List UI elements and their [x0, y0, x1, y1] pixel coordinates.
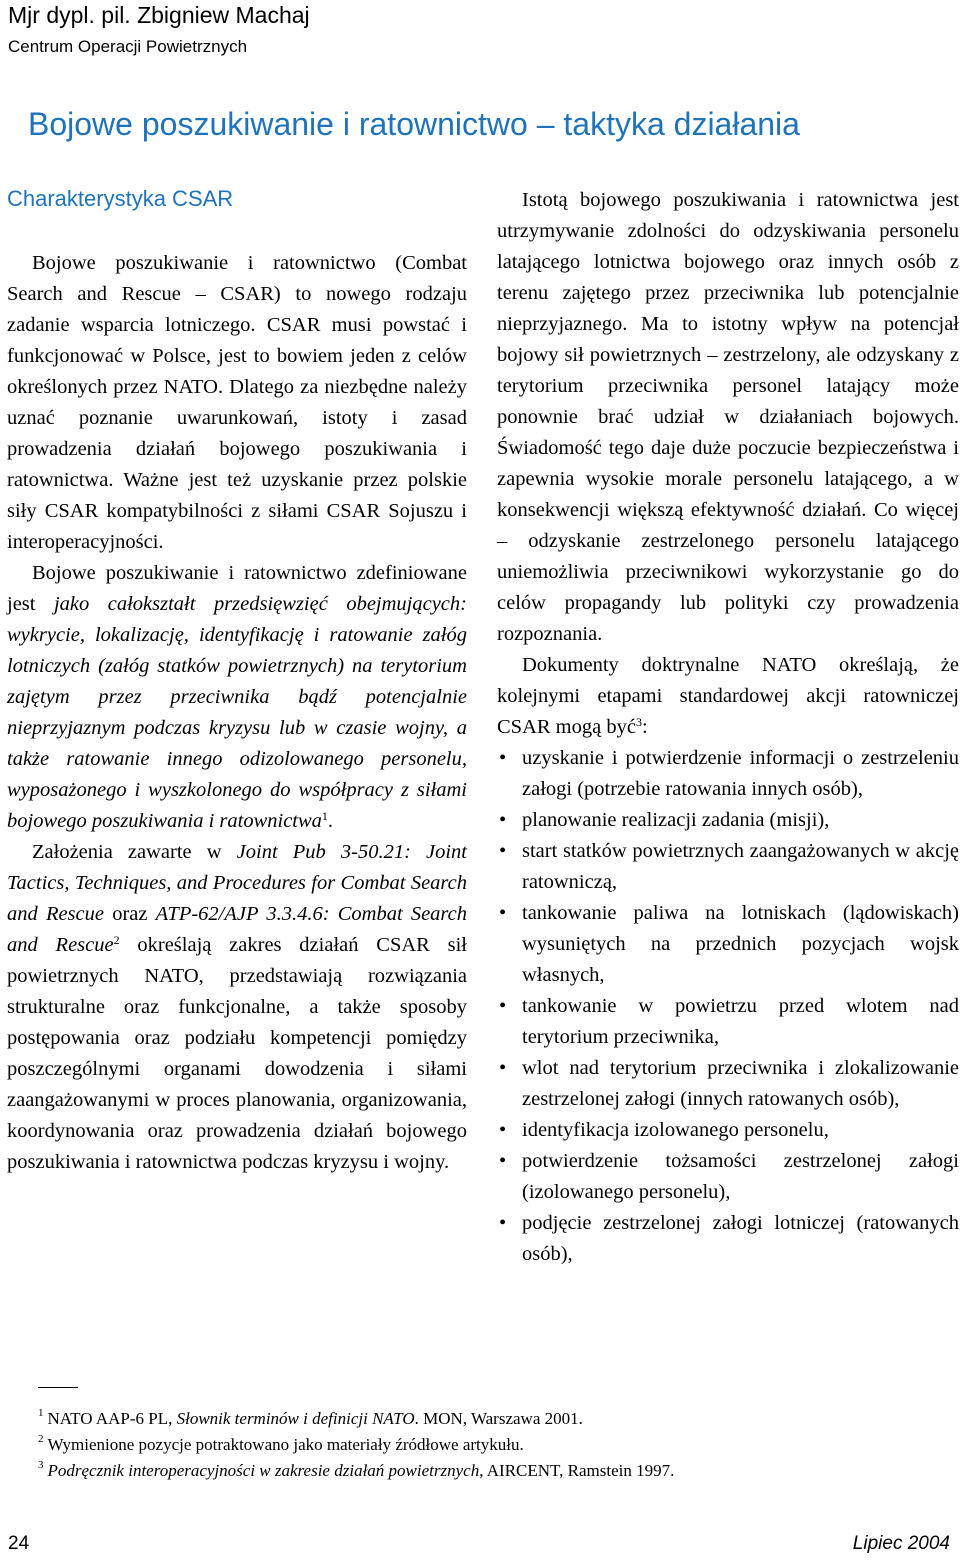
- right-column: [497, 185, 959, 1270]
- footnote-2: [38, 1432, 938, 1458]
- article-title: Bojowe poszukiwanie i ratownictwo – taktyka działania: [28, 106, 800, 142]
- definition-lead: Bojowe poszukiwanie i ratownictwo zdefiniowane jest: [7, 562, 467, 615]
- definition-text: jako całokształt przedsięwzięć obejmujących: wykrycie, lokalizację, identyfikację i ratowanie załóg lotniczych (załóg statków powietrznych) na terytorium zajętym przez przeciwnika bądź potencjalnie nieprzyjaznym podczas kryzysu lub w czasie wojny, a także ratowanie innego odizolowanego personelu, wyposażonego i wyszkolonego do współpracy z siłami bojowego poszukiwania i ratownictwa: [7, 593, 467, 832]
- definition-end: .: [327, 810, 334, 832]
- page-number: 24: [8, 1533, 30, 1554]
- footnote-ref-2[interactable]: 2: [113, 933, 120, 947]
- left-paragraph-1: Bojowe poszukiwanie i ratownictwo (Combat Search and Rescue – CSAR) to nowego rodzaju zadanie wsparcia lotniczego. CSAR musi powstać i funkcjonować w Polsce, jest to bowiem jeden z celów określonych przez NATO. Dlatego za niezbędne należy uznać poznanie uwarunkowań, istoty i zasad prowadzenia działań bojowego poszukiwania i ratownictwa. Ważne jest też uzyskanie przez polskie siły CSAR kompatybilności z siłami CSAR Sojuszu i interoperacyjności.: [7, 252, 467, 553]
- footnote-text: NATO AAP-6 PL,: [47, 1409, 177, 1428]
- footnote-number: 1: [38, 1407, 44, 1419]
- stages-list: [497, 743, 959, 1270]
- list-item: • identyfikacja izolowanego personelu,: [497, 1115, 959, 1146]
- footnote-text: , AIRCENT, Ramstein 1997.: [479, 1461, 675, 1480]
- footnote-ref-3[interactable]: 3: [635, 715, 642, 729]
- stages-intro: Dokumenty doktrynalne NATO określają, że kolejnymi etapami standardowej akcji ratowniczej CSAR mogą być: [497, 654, 959, 738]
- footnotes: [38, 1406, 938, 1484]
- footnote-ref-1[interactable]: 1: [321, 809, 328, 823]
- left-paragraph-3: [7, 837, 467, 1178]
- issue-date: Lipiec 2004: [852, 1533, 950, 1554]
- footnote-text: Wymienione pozycje potraktowano jako materiały źródłowe artykułu.: [47, 1435, 524, 1454]
- list-item: • uzyskanie i potwierdzenie informacji o zestrzeleniu załogi (potrzebie ratowania innych osób),: [497, 743, 959, 805]
- footnote-text: . MON, Warszawa 2001.: [414, 1409, 583, 1428]
- doc-ref-atp: ATP-62/AJP 3.3.4.6: Combat Search and Rescue: [7, 903, 467, 956]
- left-column: [7, 248, 467, 1178]
- footnote-number: 3: [38, 1459, 44, 1471]
- p3-text-b: oraz: [104, 903, 156, 925]
- footnote-1: [38, 1406, 938, 1432]
- left-paragraph-2: [7, 558, 467, 837]
- p3-text-a: Założenia zawarte w: [32, 841, 237, 863]
- right-paragraph-1: Istotą bojowego poszukiwania i ratownictwa jest utrzymywanie zdolności do odzyskiwania personelu latającego lotnictwa bojowego oraz innych osób z terenu zajętego przez przeciwnika lub potencjalnie nieprzyjaznego. Ma to istotny wpływ na potencjał bojowy sił powietrznych – zestrzelony, ale odzyskany z terytorium przeciwnika personel latający może ponownie brać udział w działaniach bojowych. Świadomość tego daje duże poczucie bezpieczeństwa i zapewnia wysokie morale personelu latającego, a w konsekwencji większą efektywność działań. Co więcej – odzyskanie zestrzelonego personelu latającego uniemożliwia przeciwnikowi wykorzystanie go do celów propagandy lub polityki czy prowadzenia rozpoznania.: [497, 189, 959, 645]
- p3-text-c: określają zakres działań CSAR sił powietrznych NATO, przedstawiają rozwiązania strukturalne oraz funkcjonalne, a także sposoby postępowania oraz podziału kompetencji pomiędzy poszczególnymi organami dowodzenia i siłami zaangażowanymi w proces planowania, organizowania, koordynowania oraz prowadzenia działań bojowego poszukiwania i ratownictwa podczas kryzysu i wojny.: [7, 934, 468, 1173]
- footnote-number: 2: [38, 1433, 44, 1445]
- list-item: • planowanie realizacji zadania (misji),: [497, 805, 959, 836]
- author-line: Mjr dypl. pil. Zbigniew Machaj: [8, 2, 310, 28]
- list-item: • tankowanie paliwa na lotniskach (lądowiskach) wysuniętych na przednich pozycjach wojsk własnych,: [497, 898, 959, 991]
- footnote-divider: [38, 1387, 78, 1388]
- list-item: • tankowanie w powietrzu przed wlotem nad terytorium przeciwnika,: [497, 991, 959, 1053]
- footnote-title: Podręcznik interoperacyjności w zakresie działań powietrznych: [47, 1461, 480, 1480]
- list-item: • start statków powietrznych zaangażowanych w akcję ratowniczą,: [497, 836, 959, 898]
- section-heading: Charakterystyka CSAR: [7, 186, 234, 211]
- affiliation-line: Centrum Operacji Powietrznych: [8, 37, 248, 56]
- footnote-3: [38, 1458, 938, 1484]
- right-paragraph-2: [497, 650, 959, 743]
- list-item: • podjęcie zestrzelonej załogi lotniczej (ratowanych osób),: [497, 1208, 959, 1270]
- footnote-title: Słownik terminów i definicji NATO: [176, 1409, 415, 1428]
- list-item: • wlot nad terytorium przeciwnika i zlokalizowanie zestrzelonej załogi (innych ratowanych osób),: [497, 1053, 959, 1115]
- doc-ref-joint-pub: Joint Pub 3-50.21: Joint Tactics, Techniques, and Procedures for Combat Search and Rescue: [7, 841, 467, 925]
- stages-intro-end: :: [641, 716, 648, 738]
- list-item: • potwierdzenie tożsamości zestrzelonej załogi (izolowanego personelu),: [497, 1146, 959, 1208]
